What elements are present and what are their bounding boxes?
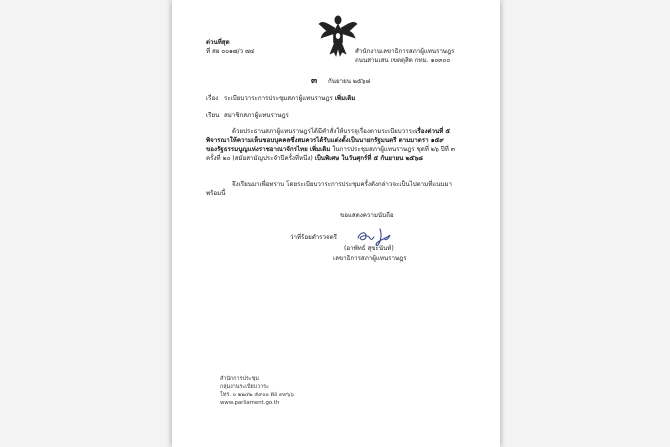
body-p1-line1-emph: เรื่องด่วนที่ ๕ bbox=[415, 128, 451, 135]
signer-name: (อาพัทธ์ สุขะนันท์) bbox=[344, 245, 394, 252]
date-month-year: กันยายน ๒๕๖๘ bbox=[328, 78, 371, 85]
body-p1-line3-emph: ของรัฐธรรมนูญแห่งราชอาณาจักรไทย เพิ่มเติม bbox=[206, 146, 331, 153]
body-p1-line4-emph: เป็นพิเศษ ในวันศุกร์ที่ ๕ กันยายน ๒๕๖๘ bbox=[314, 155, 423, 162]
letter-page bbox=[172, 0, 500, 447]
body-p2-line1: จึงเรียนมาเพื่อทราบ โดยระเบียบวาระการประชุมครั้งดังกล่าวจะเป็นไปตามที่แนบมา bbox=[232, 181, 452, 188]
body-p1-line3 bbox=[206, 146, 455, 154]
reference-number: ที่ สผ ๐๐๑๗/ว ๗๔ bbox=[206, 48, 255, 55]
subject-label: เรื่อง bbox=[206, 95, 219, 102]
signer-title: เลขาธิการสภาผู้แทนราษฎร bbox=[333, 255, 407, 262]
office-address: ถนนสามเสน เขตดุสิต กทม. ๑๐๓๐๐ bbox=[355, 57, 451, 64]
garuda-emblem-icon bbox=[318, 14, 358, 61]
body-p1-line1 bbox=[232, 128, 450, 136]
body-p1-line3-text: ในการประชุมสภาผู้แทนราษฎร ชุดที่ ๒๖ ปีที่ ๓ bbox=[330, 146, 455, 153]
signer-rank: ว่าที่ร้อยตำรวจตรี bbox=[290, 234, 337, 241]
closing-regards: ขอแสดงความนับถือ bbox=[340, 212, 394, 219]
date-day: ๓ bbox=[311, 76, 318, 86]
footer-website[interactable]: www.parliament.go.th bbox=[220, 400, 280, 406]
salutation-recipient: สมาชิกสภาผู้แทนราษฎร bbox=[224, 112, 289, 119]
urgency-label: ด่วนที่สุด bbox=[206, 39, 230, 46]
footer-phone: โทร. ๐ ๒๒๔๒ ๕๙๐๐ ต่อ ๙๙๖๖ bbox=[220, 392, 294, 398]
body-p1-line4-text: ครั้งที่ ๒๐ (สมัยสามัญประจำปีครั้งที่หนึ่ง) bbox=[206, 155, 315, 162]
footer-division: กลุ่มงานระเบียบวาระ bbox=[220, 384, 269, 390]
body-p1-line1-text: ด้วยประธานสภาผู้แทนราษฎรได้มีคำสั่งให้บรรจุเรื่องตามระเบียบวาระ bbox=[232, 128, 416, 135]
body-p1-line2: พิจารณาให้ความเห็นชอบบุคคลซึ่งสมควรได้รับแต่งตั้งเป็นนายกรัฐมนตรี ตามมาตรา ๑๕๙ bbox=[206, 137, 444, 144]
subject-emphasis: เพิ่มเติม bbox=[334, 95, 356, 102]
body-p2-line2: พร้อมนี้ bbox=[206, 190, 226, 197]
subject-text: ระเบียบวาระการประชุมสภาผู้แทนราษฎร bbox=[224, 95, 333, 102]
subject-line bbox=[224, 95, 355, 103]
office-name: สำนักงานเลขาธิการสภาผู้แทนราษฎร bbox=[355, 48, 455, 55]
body-p1-line4 bbox=[206, 155, 423, 163]
salutation-label: เรียน bbox=[206, 112, 220, 119]
footer-unit: สำนักการประชุม bbox=[220, 376, 259, 382]
